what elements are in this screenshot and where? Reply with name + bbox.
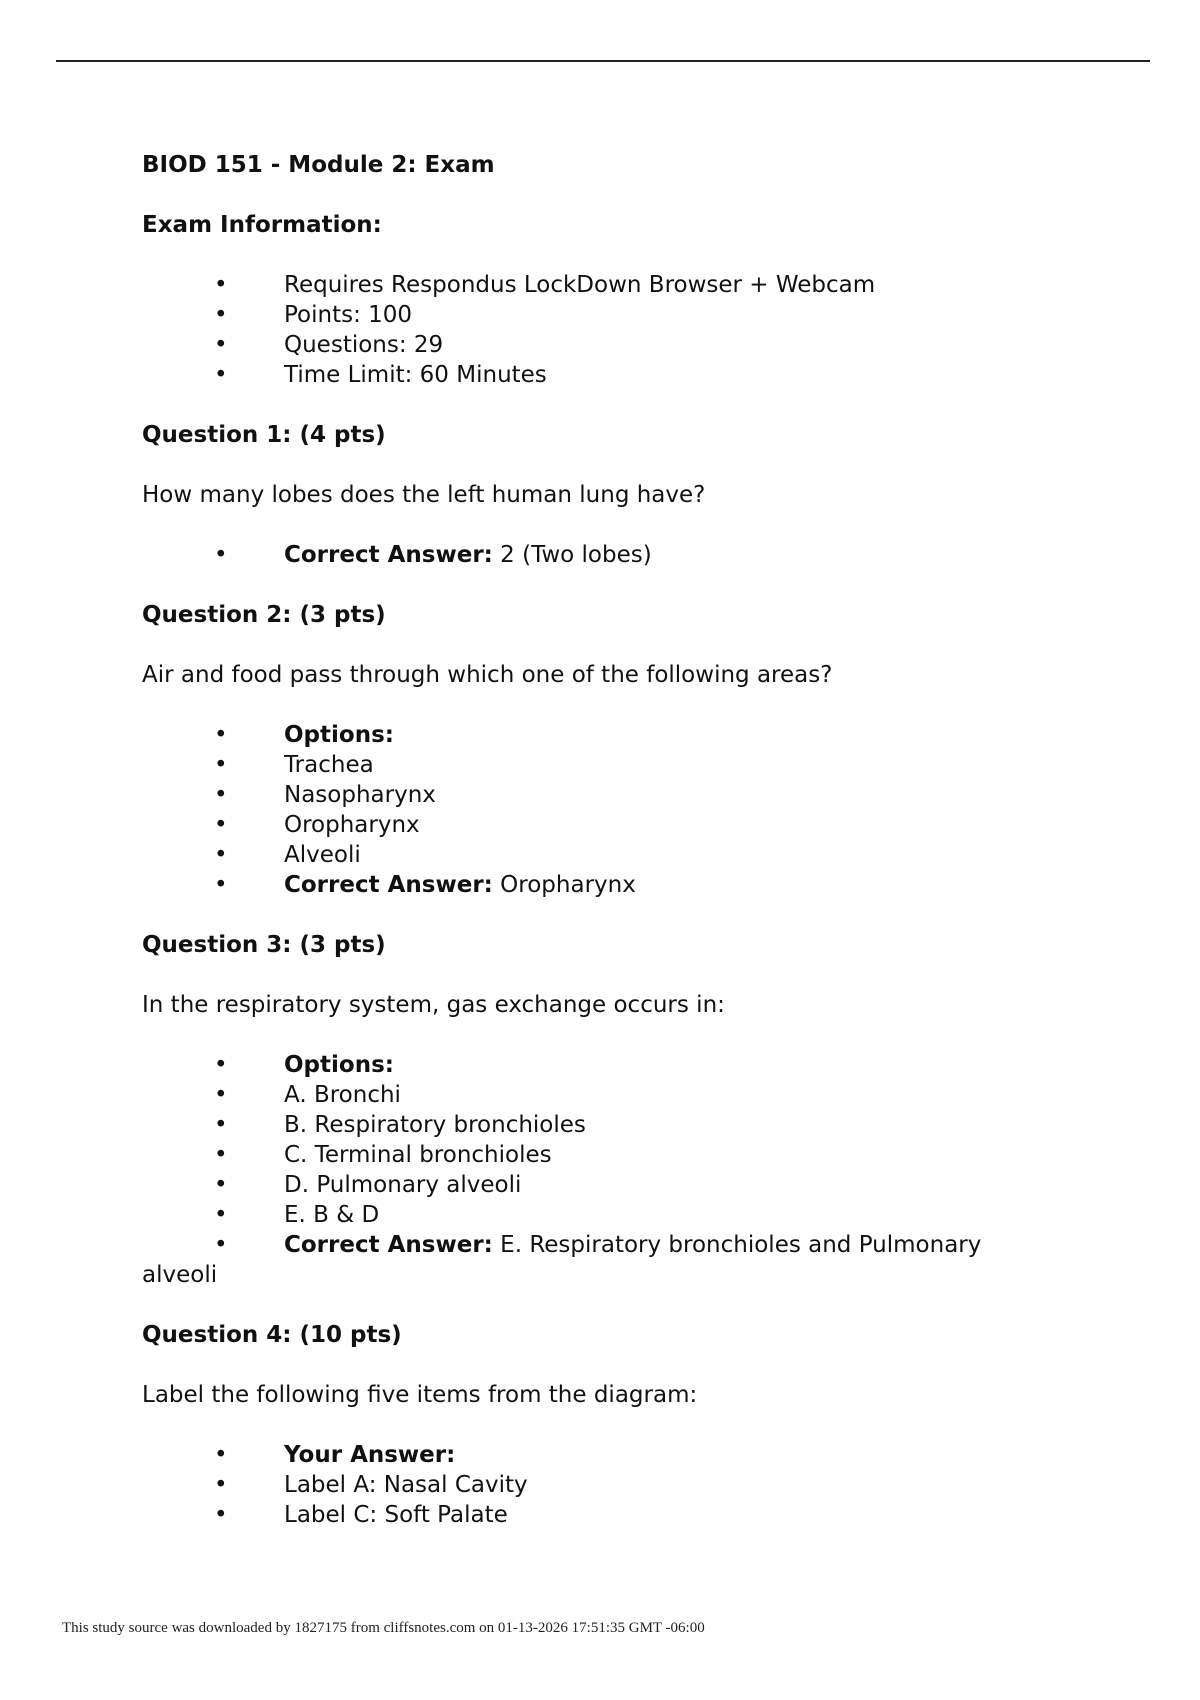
option-item: • B. Respiratory bronchioles bbox=[214, 1112, 586, 1138]
option-item: • Oropharynx bbox=[214, 812, 420, 838]
question-2-prompt: Air and food pass through which one of the following areas? bbox=[142, 662, 833, 688]
bullet: • bbox=[214, 1172, 228, 1198]
bullet: • bbox=[214, 302, 228, 328]
question-4-answer-list bbox=[142, 1440, 1082, 1530]
question-3-prompt: In the respiratory system, gas exchange occurs in: bbox=[142, 992, 725, 1018]
answer-value-wrap: alveoli bbox=[142, 1262, 218, 1288]
option-item: • E. B & D bbox=[214, 1202, 380, 1228]
option-item: • Nasopharynx bbox=[214, 782, 436, 808]
question-3-options-list bbox=[142, 1050, 1082, 1290]
bullet: • bbox=[214, 1202, 228, 1228]
bullet: • bbox=[214, 272, 228, 298]
options-label-item: • Options: bbox=[214, 1052, 394, 1078]
exam-info-heading: Exam Information: bbox=[142, 212, 382, 238]
option-item: • C. Terminal bronchioles bbox=[214, 1142, 552, 1168]
bullet: • bbox=[214, 782, 228, 808]
question-1-answer-list bbox=[142, 540, 1082, 570]
list-item: • Time Limit: 60 Minutes bbox=[214, 362, 547, 388]
bullet: • bbox=[214, 1442, 228, 1468]
label-answer-item: • Label A: Nasal Cavity bbox=[214, 1472, 528, 1498]
bullet: • bbox=[214, 1472, 228, 1498]
bullet: • bbox=[214, 722, 228, 748]
option-item: • Trachea bbox=[214, 752, 374, 778]
exam-info-list bbox=[142, 270, 1082, 390]
answer-label: Correct Answer: bbox=[284, 1232, 493, 1258]
answer-value: E. Respiratory bronchioles and Pulmonary bbox=[492, 1232, 982, 1258]
list-item: • Requires Respondus LockDown Browser + Webcam bbox=[214, 272, 876, 298]
bullet: • bbox=[214, 542, 228, 568]
download-footer: This study source was downloaded by 1827175 from cliffsnotes.com on 01-13-2026 17:51:35 GMT -06:00 bbox=[62, 1620, 705, 1636]
bullet: • bbox=[214, 1142, 228, 1168]
bullet: • bbox=[214, 362, 228, 388]
correct-answer-item bbox=[142, 870, 1082, 900]
bullet: • bbox=[214, 1052, 228, 1078]
answer-label: Correct Answer: bbox=[284, 872, 493, 898]
option-item: • A. Bronchi bbox=[214, 1082, 401, 1108]
list-item: • Points: 100 bbox=[214, 302, 413, 328]
bullet: • bbox=[214, 332, 228, 358]
top-rule bbox=[56, 60, 1150, 62]
options-label-item: • Options: bbox=[214, 722, 394, 748]
bullet: • bbox=[214, 872, 228, 898]
bullet: • bbox=[214, 1112, 228, 1138]
question-1-prompt: How many lobes does the left human lung have? bbox=[142, 482, 706, 508]
bullet: • bbox=[214, 1082, 228, 1108]
bullet: • bbox=[214, 1502, 228, 1528]
answer-value: 2 (Two lobes) bbox=[492, 542, 652, 568]
option-item: • D. Pulmonary alveoli bbox=[214, 1172, 522, 1198]
correct-answer-item bbox=[142, 1230, 1082, 1290]
bullet: • bbox=[214, 812, 228, 838]
question-2-heading: Question 2: (3 pts) bbox=[142, 602, 386, 628]
question-2-options-list bbox=[142, 720, 1082, 900]
question-3-heading: Question 3: (3 pts) bbox=[142, 932, 386, 958]
bullet: • bbox=[214, 1232, 228, 1258]
list-item: • Questions: 29 bbox=[214, 332, 444, 358]
option-item: • Alveoli bbox=[214, 842, 361, 868]
answer-label: Correct Answer: bbox=[284, 542, 493, 568]
bullet: • bbox=[214, 842, 228, 868]
question-4-heading: Question 4: (10 pts) bbox=[142, 1322, 402, 1348]
question-4-prompt: Label the following five items from the diagram: bbox=[142, 1382, 698, 1408]
bullet: • bbox=[214, 752, 228, 778]
answer-value: Oropharynx bbox=[492, 872, 636, 898]
label-answer-item: • Label C: Soft Palate bbox=[214, 1502, 508, 1528]
correct-answer-item bbox=[142, 540, 1082, 570]
page-title: BIOD 151 - Module 2: Exam bbox=[142, 152, 495, 178]
your-answer-label-item: • Your Answer: bbox=[214, 1442, 456, 1468]
question-1-heading: Question 1: (4 pts) bbox=[142, 422, 386, 448]
exam-document bbox=[142, 150, 1082, 1530]
